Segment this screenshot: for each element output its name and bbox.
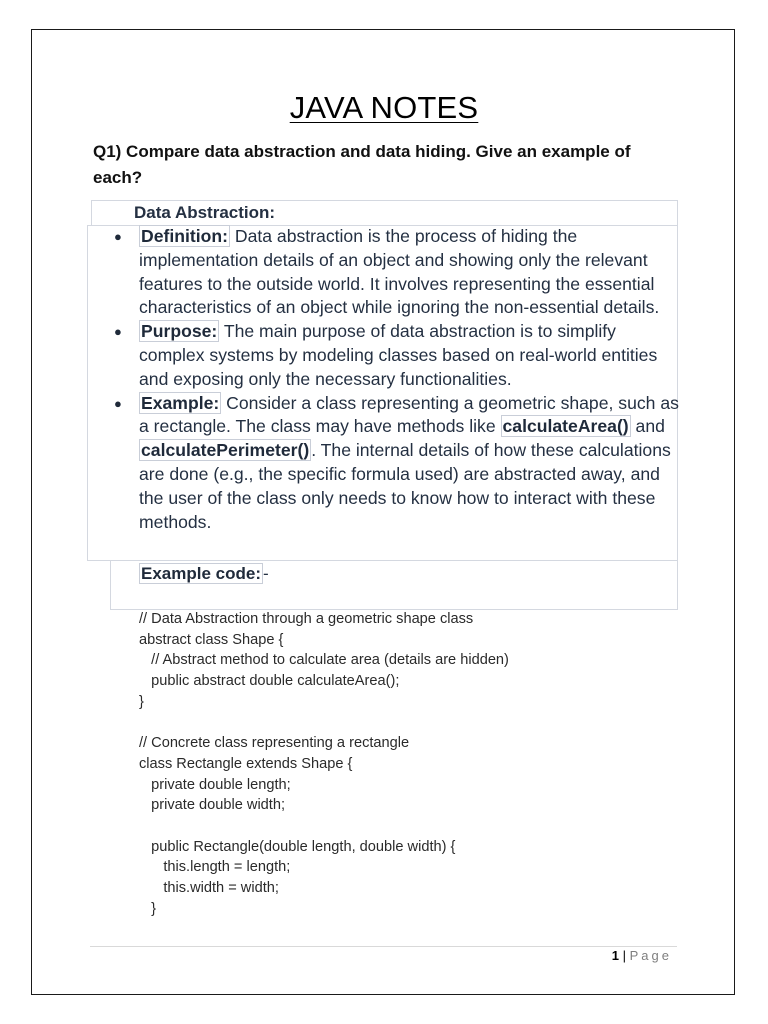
code-line: } (139, 693, 144, 710)
code-line: // Data Abstraction through a geometric shape class (139, 611, 474, 627)
code-block (139, 609, 679, 919)
code-line: // Concrete class representing a rectangle (139, 735, 410, 752)
code-line: this.width = width; (139, 879, 279, 896)
page-word: Page (629, 948, 672, 963)
section-heading: Data Abstraction: (134, 203, 276, 222)
method-name: calculatePerimeter() (141, 440, 310, 461)
bullet-purpose (112, 320, 682, 391)
method-name: calculateArea() (502, 416, 629, 437)
code-line (139, 816, 679, 837)
footer-rule (90, 946, 677, 947)
bullet-definition (112, 225, 682, 320)
page-footer (612, 947, 672, 965)
bullet-example (112, 392, 682, 535)
code-line: private double width; (139, 797, 286, 814)
bullet-dot-icon: ● (114, 229, 122, 244)
code-line: class Rectangle extends Shape { (139, 755, 353, 772)
code-line: // Abstract method to calculate area (details are hidden) (139, 652, 509, 669)
bullet-text: Data abstraction is the process of hiding the implementation details of an object and showing only the relevant features to the outside world. It involves representing the essential characteristics of an object while ignoring the non-essential details. (139, 226, 660, 318)
bullet-list (112, 225, 682, 534)
bullet-label: Example: (141, 392, 220, 413)
code-line: public abstract double calculateArea(); (139, 673, 400, 690)
bullet-text: Consider a class representing a geometric shape, such as a rectangle. The class may have methods like (139, 392, 679, 437)
document-title: JAVA NOTES (289, 90, 479, 125)
question-heading: Q1) Compare data abstraction and data hiding. Give an example of each? (93, 142, 631, 187)
footer-separator: | (619, 948, 630, 963)
example-code-heading (139, 562, 269, 586)
example-code-suffix: - (263, 564, 269, 583)
code-line: this.length = length; (139, 859, 291, 876)
page-number: 1 (611, 948, 620, 963)
code-line: private double length; (139, 776, 291, 793)
code-line: } (139, 900, 157, 917)
bullet-label: Purpose: (141, 321, 218, 342)
bullet-text: . The internal details of how these calculations are done (e.g., the specific formula used) are abstracted away, and the user of the class only needs to know how to interact with these methods. (139, 440, 671, 532)
bullet-text: and (630, 416, 665, 437)
code-line: public Rectangle(double length, double width) { (139, 838, 456, 855)
bullet-label: Definition: (141, 226, 228, 246)
bullet-dot-icon: ● (114, 324, 122, 340)
bullet-dot-icon: ● (114, 395, 122, 411)
example-code-label: Example code: (141, 564, 261, 583)
bullet-text: The main purpose of data abstraction is to simplify complex systems by modeling classes based on real-world entities and exposing only the necessary functionalities. (139, 321, 658, 389)
code-line (139, 712, 679, 733)
code-line: abstract class Shape { (139, 631, 284, 648)
